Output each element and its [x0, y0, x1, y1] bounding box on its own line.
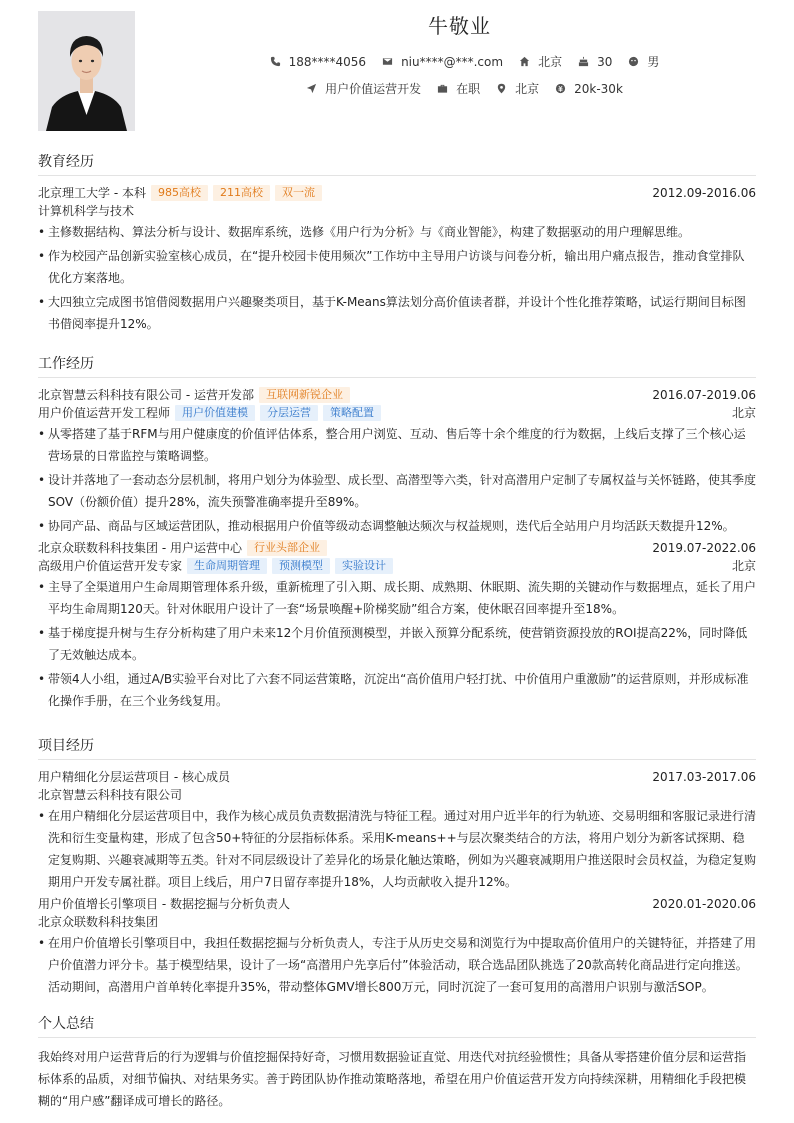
education-bullets: [38, 221, 756, 335]
school-tag: 双一流: [275, 185, 322, 201]
bullet-item: • 主导了全渠道用户生命周期管理体系升级，重新梳理了引入期、成长期、成熟期、休眠期、流失期的关键动作与数据埋点，延长了用户平均生命周期120天。针对休眠用户设计了一套“场景唤醒+阶梯奖励”组合方案，使休眠召回率提升至18%。: [38, 576, 756, 620]
phone-icon: [270, 56, 281, 67]
job-entry: [38, 539, 756, 712]
role-tag: 用户价值建模: [175, 405, 255, 421]
job-period: 2019.07-2022.06: [652, 541, 756, 555]
project-org-row: [38, 786, 756, 804]
project-period: 2020.01-2020.06: [652, 897, 756, 911]
project-name-row: [38, 768, 756, 786]
project-name-row: [38, 895, 756, 913]
major-name: 计算机科学与技术: [38, 204, 135, 218]
bullet-item: • 带领4人小组，通过A/B实验平台对比了六套不同运营策略，沉淀出“高价值用户轻打扰、中价值用户重激励”的运营原则，并形成标准化操作手册，在三个业务线复用。: [38, 668, 756, 712]
job-bullets: [38, 423, 756, 537]
bullet-item: • 设计并落地了一套动态分层机制，将用户划分为体验型、成长型、高潜型等六类，针对高潜用户定制了专属权益与关怀链路，使其季度SOV（份额价值）提升28%，流失预警准确率提升至89%。: [38, 469, 756, 513]
bullet-item: • 基于梯度提升树与生存分析构建了用户未来12个月价值预测模型，并嵌入预算分配系统，使营销资源投放的ROI提高22%，同时降低了无效触达成本。: [38, 622, 756, 666]
job-entry: [38, 386, 756, 537]
contact-row: [135, 53, 794, 70]
send-icon: [306, 83, 317, 94]
candidate-name: 牛敬业: [428, 14, 491, 38]
project-org: 北京众联数科科技集团: [38, 915, 159, 929]
job-intent-row: [135, 80, 794, 97]
job-role-row: [38, 557, 756, 575]
job-role-row: [38, 404, 756, 422]
phone-text: 188****4056: [288, 54, 367, 69]
project-name: 用户价值增长引擎项目 - 数据挖掘与分析负责人: [38, 897, 290, 911]
info-target-city: [496, 80, 539, 97]
salary-icon: [555, 83, 566, 94]
bullet-item: • 在用户价值增长引擎项目中，我担任数据挖掘与分析负责人，专注于从历史交易和浏览行为中提取高价值用户的关键特征，并搭建了用户价值潜力评分卡。基于模型结果，设计了一场“高潜用户先享后付”体验活动，联合选品团队挑选了20款高转化商品进行定向推送。活动期间，高潜用户首单转化率提升35%，带动整体GMV增长800万元，同时沉淀了一套可复用的高潜用户识别与激活SOP。: [38, 932, 756, 998]
project-org-row: [38, 913, 756, 931]
role-tag: 生命周期管理: [187, 558, 267, 574]
gender-icon: [628, 56, 639, 67]
target-position-text: 用户价值运营开发: [325, 82, 422, 96]
school-tag: 985高校: [151, 185, 208, 201]
summary-text: 我始终对用户运营背后的行为逻辑与价值挖掘保持好奇，习惯用数据验证直觉、用迭代对抗经验惯性；具备从零搭建价值分层和运营指标体系的品质，对细节偏执、对结果务实。善于跨团队协作推动策略落地，希望在用户价值运营开发方向持续深耕，用精细化手段把模糊的“用户感”翻译成可增长的路径。: [38, 1050, 747, 1108]
bullet-item: • 从零搭建了基于RFM与用户健康度的价值评估体系，整合用户浏览、互动、售后等十余个维度的行为数据，上线后支撑了三个核心运营场景的日常监控与策略调整。: [38, 423, 756, 467]
bullet-item: • 在用户精细化分层运营项目中，我作为核心成员负责数据清洗与特征工程。通过对用户近半年的行为轨迹、交易明细和客服记录进行清洗和衍生变量构建，形成了包含50+特征的分层指标体系。采用K-means++与层次聚类结合的方法，将用户划分为新客试探期、稳定复购期、兴趣衰减期等五类。针对不同层级设计了差异化的场景化触达策略，例如为兴趣衰减期用户推送限时会员权益，为稳定复购期用户开发专属社群。项目上线后，用户7日留存率提升18%，人均贡献收入提升12%。: [38, 805, 756, 893]
home-city-text: 北京: [538, 55, 563, 69]
role-tag: 分层运营: [260, 405, 318, 421]
bullet-item: • 主修数据结构、算法分析与设计、数据库系统，选修《用户行为分析》与《商业智能》，构建了数据驱动的用户理解思维。: [38, 221, 756, 243]
email-text: niu****@***.com: [401, 54, 504, 69]
role-tag: 预测模型: [272, 558, 330, 574]
company-name: 北京众联数科科技集团 - 用户运营中心: [38, 541, 242, 555]
job-status-text: 在职: [456, 82, 481, 96]
info-home-city: [519, 53, 562, 70]
project-entry: [38, 768, 756, 893]
job-company-row: [38, 539, 756, 557]
home-icon: [519, 56, 530, 67]
salary-text: 20k-30k: [574, 81, 623, 96]
project-name: 用户精细化分层运营项目 - 核心成员: [38, 770, 230, 784]
cake-icon: [578, 56, 589, 67]
job-bullets: [38, 576, 756, 712]
info-phone: [270, 55, 366, 69]
job-city: 北京: [731, 559, 756, 573]
info-target-position: [306, 80, 421, 97]
school-name: 北京理工大学 - 本科: [38, 186, 146, 200]
bullet-item: • 作为校园产品创新实验室核心成员，在“提升校园卡使用频次”工作坊中主导用户访谈与问卷分析，输出用户痛点报告，推动食堂排队优化方案落地。: [38, 245, 756, 289]
bullet-item: • 协同产品、商品与区域运营团队，推动根据用户价值等级动态调整触达频次与权益规则，迭代后全站用户月均活跃天数提升12%。: [38, 515, 756, 537]
education-section: [38, 151, 756, 337]
company-tag: 行业头部企业: [247, 540, 327, 556]
bullet-item: • 大四独立完成图书馆借阅数据用户兴趣聚类项目，基于K-Means算法划分高价值读者群，并设计个性化推荐策略，试运行期间目标图书借阅率提升12%。: [38, 291, 756, 335]
section-title: 个人总结: [38, 1013, 756, 1038]
info-salary: [555, 82, 623, 96]
project-org: 北京智慧云科科技有限公司: [38, 788, 183, 802]
summary-section: [38, 1013, 756, 1112]
mail-icon: [382, 56, 393, 67]
major-row: [38, 202, 756, 220]
job-role: 用户价值运营开发工程师: [38, 406, 171, 420]
project-bullets: [38, 932, 756, 998]
age-text: 30: [597, 54, 613, 69]
education-period: 2012.09-2016.06: [652, 186, 756, 200]
section-title: 项目经历: [38, 735, 756, 760]
project-bullets: [38, 805, 756, 893]
job-city: 北京: [731, 406, 756, 420]
gender-text: 男: [647, 55, 660, 69]
briefcase-icon: [437, 83, 448, 94]
job-role: 高级用户价值运营开发专家: [38, 559, 183, 573]
location-pin-icon: [496, 83, 507, 94]
target-city-text: 北京: [515, 82, 540, 96]
projects-section: [38, 735, 756, 1000]
work-section: [38, 353, 756, 714]
job-period: 2016.07-2019.06: [652, 388, 756, 402]
section-title: 教育经历: [38, 151, 756, 176]
role-tag: 策略配置: [323, 405, 381, 421]
school-tag: 211高校: [213, 185, 270, 201]
job-company-row: [38, 386, 756, 404]
education-entry-header: [38, 184, 756, 202]
info-gender: [628, 53, 659, 70]
info-age: [578, 55, 612, 69]
company-name: 北京智慧云科科技有限公司 - 运营开发部: [38, 388, 254, 402]
company-tag: 互联网新锐企业: [259, 387, 350, 403]
project-entry: [38, 895, 756, 998]
info-email: [382, 55, 503, 69]
project-period: 2017.03-2017.06: [652, 770, 756, 784]
info-job-status: [437, 80, 480, 97]
role-tag: 实验设计: [335, 558, 393, 574]
section-title: 工作经历: [38, 353, 756, 378]
